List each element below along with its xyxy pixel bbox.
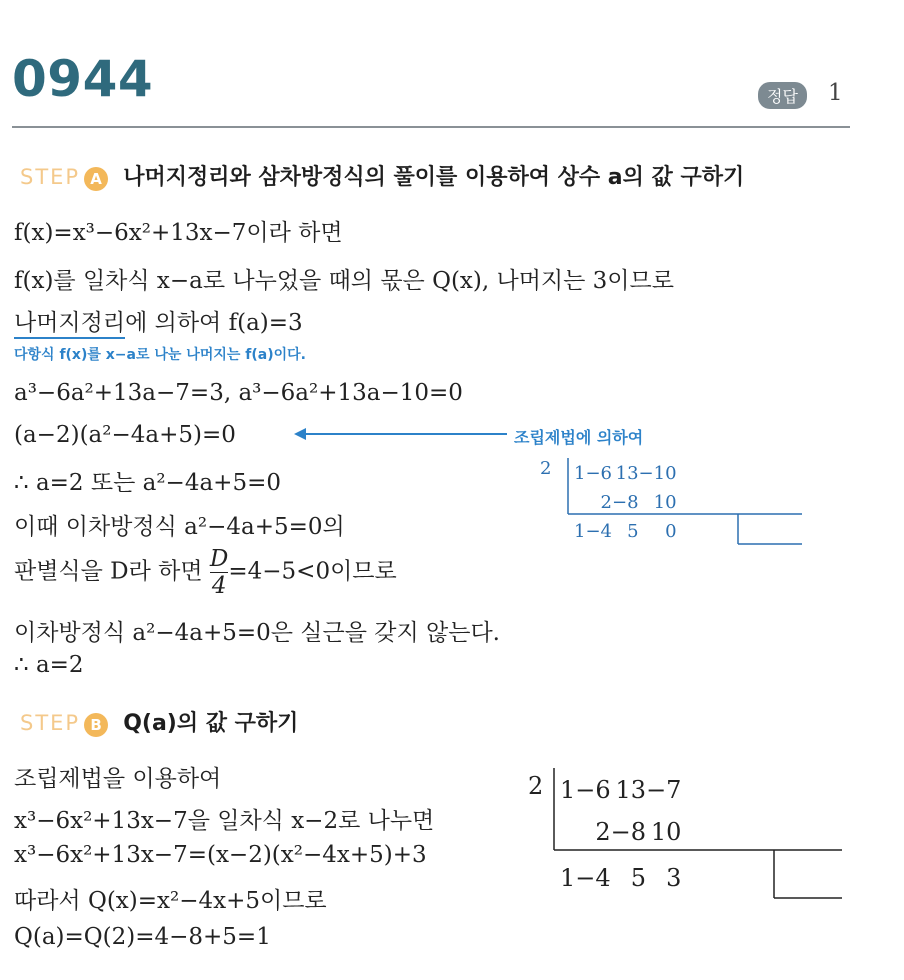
synthetic-b-cell — [560, 810, 575, 854]
problem-number: 0944 — [12, 50, 154, 108]
synthetic-b-divisor: 2 — [528, 772, 544, 800]
step-b-line-5: Q(a)=Q(2)=4−8+5=1 — [14, 924, 271, 950]
synthetic-b-cell: 5 — [630, 864, 647, 892]
step-b-heading — [20, 706, 298, 737]
answer-value: 1 — [828, 80, 843, 106]
synthetic-b-table — [560, 770, 681, 902]
step-a-line-3 — [14, 304, 303, 337]
synthetic-a-cell: 13 — [615, 462, 639, 484]
step-b-title: Q(a)의 값 구하기 — [123, 711, 299, 736]
synthetic-b-cell: −7 — [646, 776, 682, 804]
synthetic-a-cell: 0 — [665, 520, 677, 542]
synthetic-b-cell: 1 — [560, 864, 576, 892]
step-a-tag: STEP — [20, 165, 81, 189]
fraction-denominator: 4 — [211, 573, 227, 599]
step-b-line-1: 조립제법을 이용하여 — [14, 766, 222, 792]
step-a-line-8: 이때 이차방정식 a²−4a+5=0의 — [14, 514, 345, 540]
synthetic-b-cell: −8 — [610, 818, 647, 846]
step-a-line-2: f(x)를 일차식 x−a로 나누었을 때의 몫은 Q(x), 나머지는 3이므로 — [14, 268, 674, 294]
step-a-title: 나머지정리와 삼차방정식의 풀이를 이용하여 상수 a의 값 구하기 — [123, 165, 745, 190]
synthetic-a-cell — [574, 488, 585, 516]
synthetic-a-cell: 5 — [627, 520, 639, 542]
synthetic-a-cell: −10 — [638, 462, 677, 484]
synthetic-a-cell: −4 — [585, 520, 612, 542]
step-b-line-3: x³−6x²+13x−7=(x−2)(x²−4x+5)+3 — [14, 842, 427, 868]
synthetic-a-cell: −8 — [612, 491, 639, 513]
step-a-line-3-rest: 에 의하여 f(a)=3 — [125, 310, 303, 336]
synthetic-a-cell: −6 — [585, 462, 612, 484]
step-a-line-1: f(x)=x³−6x²+13x−7이라 하면 — [14, 220, 343, 246]
discriminant-result: =4−5<0이므로 — [228, 558, 397, 585]
step-a-line-9 — [14, 546, 397, 599]
synthetic-a-cell: 10 — [653, 491, 677, 513]
step-a-heading — [20, 160, 744, 191]
fraction-d-over-4 — [210, 546, 228, 599]
synthetic-b-cell: −4 — [575, 864, 611, 892]
synthetic-b-cell: 13 — [615, 776, 647, 804]
fraction-numerator: D — [209, 546, 229, 572]
step-a-line-5: a³−6a²+13a−7=3, a³−6a²+13a−10=0 — [14, 380, 463, 406]
discriminant-prefix: 판별식을 D라 하면 — [14, 558, 203, 585]
step-b-letter: B — [84, 713, 108, 737]
step-b-tag: STEP — [20, 711, 81, 735]
synthetic-a-table — [574, 458, 677, 546]
step-a-note: 다항식 f(x)를 x−a로 나눈 나머지는 f(a)이다. — [14, 347, 306, 363]
synthetic-b-cell: 1 — [560, 776, 576, 804]
synthetic-b-cell: −6 — [575, 776, 611, 804]
synthetic-a-cell: 1 — [574, 520, 586, 542]
step-a-line-7: ∴ a=2 또는 a²−4a+5=0 — [14, 470, 281, 496]
arrow-label: 조립제법에 의하여 — [514, 428, 644, 447]
arrow-left-icon — [292, 424, 512, 444]
synthetic-b-cell: 2 — [595, 818, 611, 846]
step-a-line-10: 이차방정식 a²−4a+5=0은 실근을 갖지 않는다. — [14, 620, 500, 646]
synthetic-b-cell: 10 — [650, 818, 682, 846]
step-b-line-4: 따라서 Q(x)=x²−4x+5이므로 — [14, 888, 327, 914]
step-a-line-11: ∴ a=2 — [14, 652, 84, 678]
header-divider — [12, 126, 850, 128]
synthetic-b-cell: 3 — [666, 864, 682, 892]
step-b-line-2: x³−6x²+13x−7을 일차식 x−2로 나누면 — [14, 808, 435, 834]
synthetic-a-cell: 1 — [574, 462, 586, 484]
step-a-line-6: (a−2)(a²−4a+5)=0 — [14, 422, 236, 448]
answer-badge: 정답 — [758, 82, 807, 109]
remainder-theorem-keyword: 나머지정리 — [14, 310, 125, 339]
synthetic-a-divisor: 2 — [540, 458, 552, 479]
step-a-letter: A — [84, 167, 108, 191]
synthetic-a-cell: 2 — [600, 491, 612, 513]
